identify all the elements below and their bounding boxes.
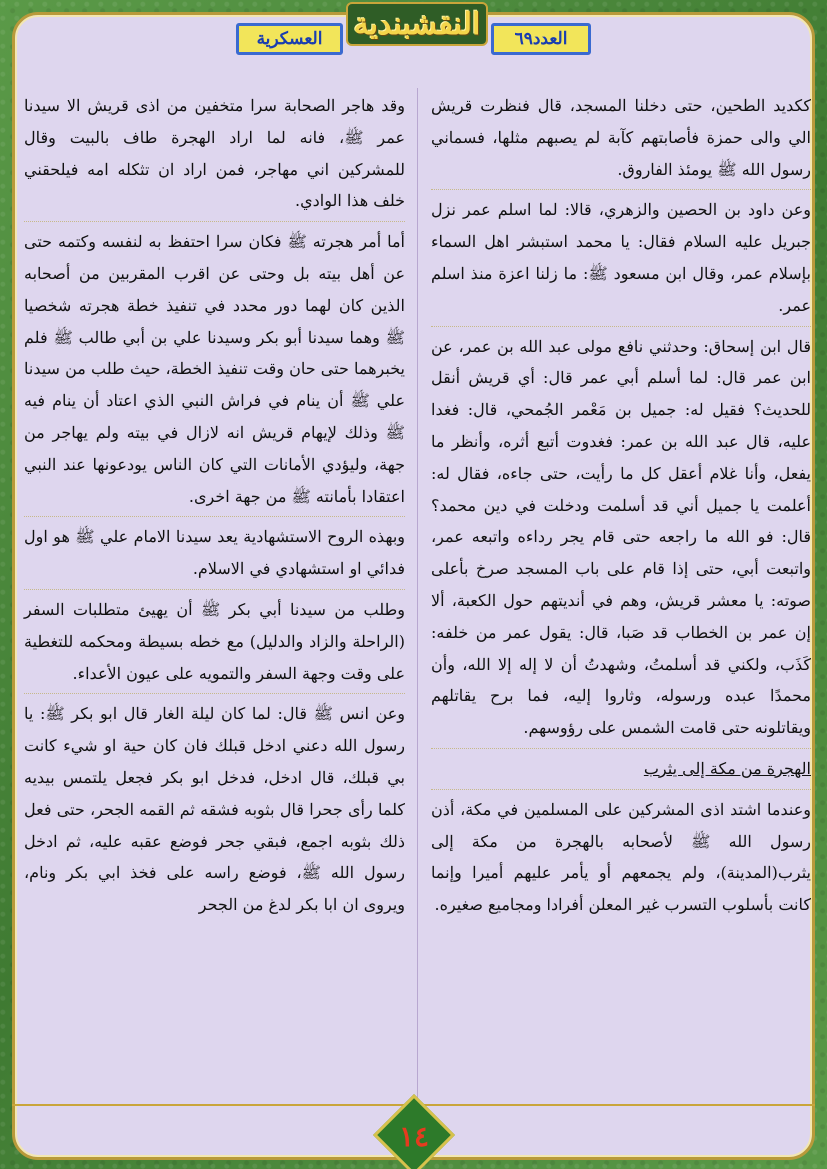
section-tag: العسكرية xyxy=(236,23,343,55)
paragraph: قال ابن إسحاق: وحدثني نافع مولى عبد الله بن عمر، عن ابن عمر قال: لما أسلم أبي عمر قال: أي قريش أنقل للحديث؟ فقيل له: جميل بن مَعْمر الجُمحي، قال: فغدا عليه، قال عبد الله بن عمر: فغدوت أتبع أثره، وأنظر ما يفعل، وأنا غلام أعقل كل ما رأيت، حتى جاءه، فقال له: أعلمت يا جميل أني قد أسلمت ودخلت في دين محمد؟ قال: فو الله ما راجعه حتى قام يجر رداءه واتبعه عمر، واتبعت أبي، حتى إذا قام على باب المسجد صرخ بأعلى صوته: يا معشر قريش، وهم في أنديتهم حول الكعبة، ألا إن عمر بن الخطاب قد صَبا، قال: يقول عمر من خلفه: كَذَب، ولكني قد أسلمتُ، وشهدتُ أن لا إله إلا الله، وأن محمدًا عبده ورسوله، وثاروا إليه، فما برح يقاتلهم ويقاتلونه حتى قامت الشمس على رؤوسهم. xyxy=(431,331,811,749)
masthead-title: النقشبندية xyxy=(353,6,481,42)
column-divider xyxy=(417,88,418,1118)
masthead-logo xyxy=(346,2,488,46)
paragraph: أما أمر هجرته ﷺ فكان سرا احتفظ به لنفسه وكتمه حتى عن أهل بيته بل وحتى عن اقرب المقربين من أصحابه الذين كان لهما دور محدد في تنفيذ خطة هجرته شخصيا ﷺ وهما سيدنا أبو بكر وسيدنا علي بن أبي طالب ﷺ فلم يخبرهما حتى حان وقت تنفيذ الخطة، حيث طلب من سيدنا علي ﷺ أن ينام في فراش النبي الذي اعتاد أن ينام فيه ﷺ وذلك لإيهام قريش انه لازال في بيته ولم يهاجر من جهة، وليؤدي الأمانات التي كان الناس يودعونها عند النبي اعتقادا بأمانته ﷺ من جهة اخرى. xyxy=(24,226,405,517)
paragraph: وعن انس ﷺ قال: لما كان ليلة الغار قال ابو بكر ﷺ: يا رسول الله دعني ادخل قبلك فان كان حية او شيء كانت بي قبلك، قال ادخل، فدخل ابو بكر فجعل يلتمس بيديه كلما رأى جحرا قال بثوبه فشقه ثم القمه الجحر، حتى فعل ذلك بثوبه اجمع، فبقي جحر فوضع عقبه عليه، ثم ادخل رسول الله ﷺ، فوضع راسه على فخذ ابي بكر ونام، ويروى ان ابا بكر لدغ من الجحر xyxy=(24,704,405,915)
paragraph: وعندما اشتد اذى المشركين على المسلمين في مكة، أذن رسول الله ﷺ لأصحابه بالهجرة من مكة إلى يثرب(المدينة)، ولم يجمعهم أو يأمر عليهم أميرا وإنما كانت بأسلوب التسرب غير المعلن أفرادا ومجاميع صغيره. xyxy=(431,799,811,915)
paragraph: وبهذه الروح الاستشهادية يعد سيدنا الامام علي ﷺ هو اول فدائي او استشهادي في الاسلام. xyxy=(24,521,405,590)
paragraph: ككديد الطحين، حتى دخلنا المسجد، قال فنظرت قريش الي والى حمزة فأصابتهم كآبة لم يصبهم مثلها، فسماني رسول الله ﷺ يومئذ الفاروق. xyxy=(431,90,811,190)
page-number: ١٤ xyxy=(398,1119,430,1153)
paragraph: وطلب من سيدنا أبي بكر ﷺ أن يهيئ متطلبات السفر (الراحلة والزاد والدليل) مع خطه بسيطة ومحكمه للتغطية على وقت وجهة السفر والتمويه على عيون الأعداء. xyxy=(24,594,405,694)
header xyxy=(0,0,827,62)
issue-tag: العدد٦٩ xyxy=(491,23,591,55)
right-column xyxy=(431,90,811,929)
paragraph: وقد هاجر الصحابة سرا متخفين من اذى قريش الا سيدنا عمر ﷺ، فانه لما اراد الهجرة طاف بالبيت وقال للمشركين اني مهاجر، فمن اراد ان تثكله امه فيلحقني خلف هذا الوادي. xyxy=(24,90,405,222)
left-column xyxy=(24,90,405,929)
section-subheading: الهجرة من مكة إلى يثرب xyxy=(431,753,811,790)
paragraph: وعن داود بن الحصين والزهري، قالا: لما اسلم عمر نزل جبريل عليه السلام فقال: يا محمد استبشر اهل السماء بإسلام عمر، وقال ابن مسعود ﷺ: ما زلنا اعزة منذ اسلم عمر. xyxy=(431,194,811,326)
